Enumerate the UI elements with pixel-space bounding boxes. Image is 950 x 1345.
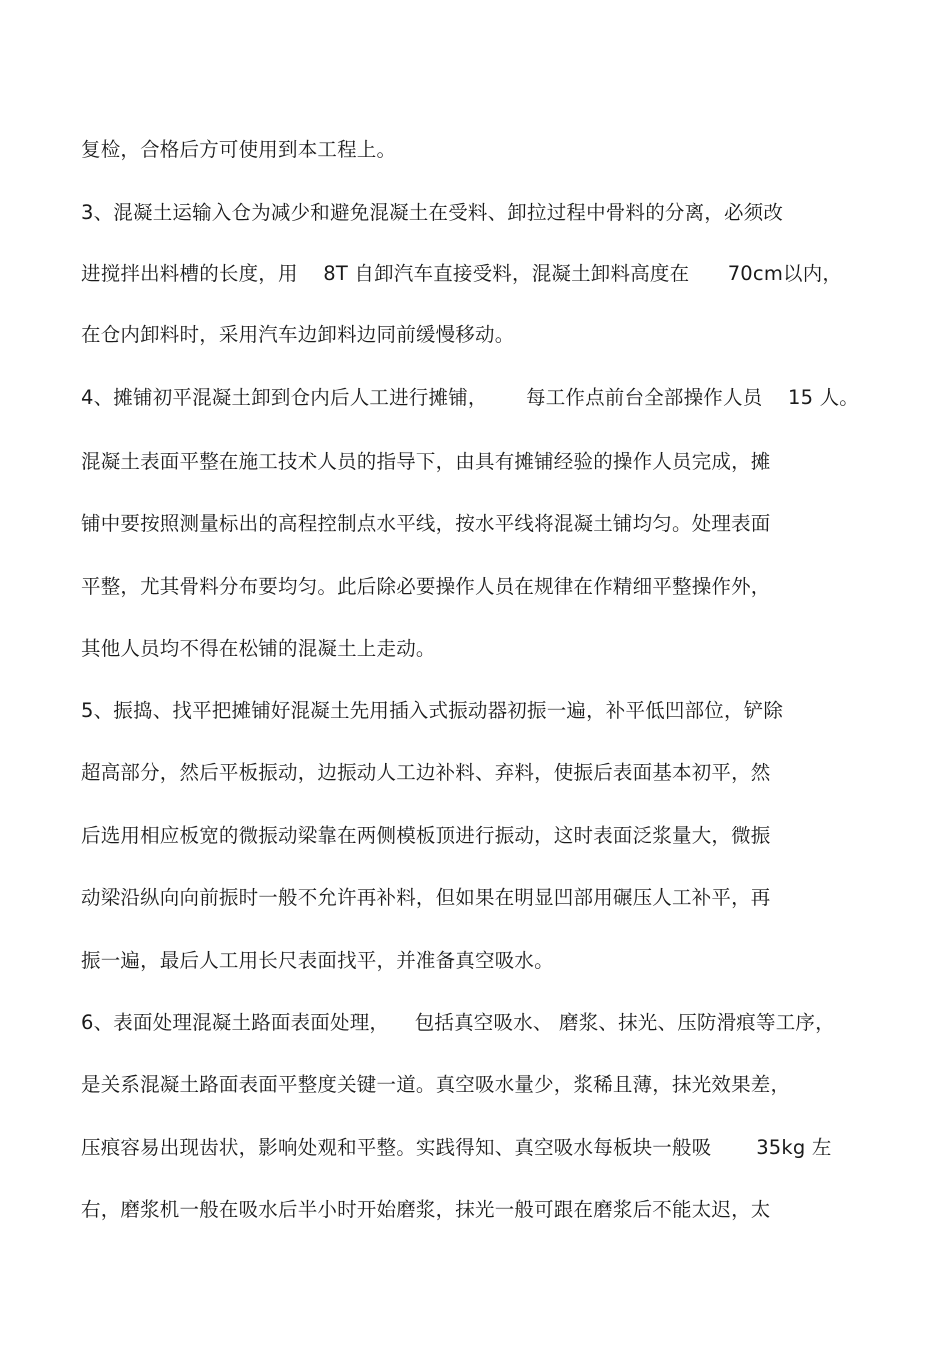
text-line: 铺中要按照测量标出的高程控制点水平线，按水平线将混凝土铺均匀。处理表面 — [81, 512, 771, 535]
text-line: 平整，尤其骨料分布要均匀。此后除必要操作人员在规律在作精细平整操作外， — [81, 575, 771, 598]
text-line: 动梁沿纵向向前振时一般不允许再补料，但如果在明显凹部用碾压人工补平，再 — [81, 886, 771, 909]
text-line: 复检，合格后方可使用到本工程上。 — [81, 138, 397, 161]
text-line: 混凝土表面平整在施工技术人员的指导下，由具有摊铺经验的操作人员完成，摊 — [81, 450, 771, 473]
text-line: 4、摊铺初平混凝土卸到仓内后人工进行摊铺， 每工作点前台全部操作人员 15 人。 — [81, 386, 860, 409]
text-line: 6、表面处理混凝土路面表面处理， 包括真空吸水、 磨浆、抹光、压防滑痕等工序， — [81, 1011, 835, 1034]
text-line: 进搅拌出料槽的长度，用 8T 自卸汽车直接受料，混凝土卸料高度在 70cm以内， — [81, 262, 843, 285]
text-line: 超高部分，然后平板振动，边振动人工边补料、弃料，使振后表面基本初平，然 — [81, 761, 771, 784]
text-line: 3、混凝土运输入仓为减少和避免混凝土在受料、卸拉过程中骨料的分离，必须改 — [81, 201, 784, 224]
text-line: 后选用相应板宽的微振动梁靠在两侧模板顶进行振动，这时表面泛浆量大，微振 — [81, 824, 771, 847]
text-line: 右，磨浆机一般在吸水后半小时开始磨浆，抹光一般可跟在磨浆后不能太迟，太 — [81, 1198, 771, 1221]
text-line: 在仓内卸料时，采用汽车边卸料边同前缓慢移动。 — [81, 323, 515, 346]
text-line: 压痕容易出现齿状，影响处观和平整。实践得知、真空吸水每板块一般吸 35kg 左 — [81, 1136, 832, 1159]
text-line: 5、振捣、找平把摊铺好混凝土先用插入式振动器初振一遍，补平低凹部位，铲除 — [81, 699, 784, 722]
text-line: 振一遍，最后人工用长尺表面找平，并准备真空吸水。 — [81, 949, 554, 972]
text-line: 是关系混凝土路面表面平整度关键一道。真空吸水量少，浆稀且薄，抹光效果差， — [81, 1073, 791, 1096]
text-line: 其他人员均不得在松铺的混凝土上走动。 — [81, 637, 436, 660]
